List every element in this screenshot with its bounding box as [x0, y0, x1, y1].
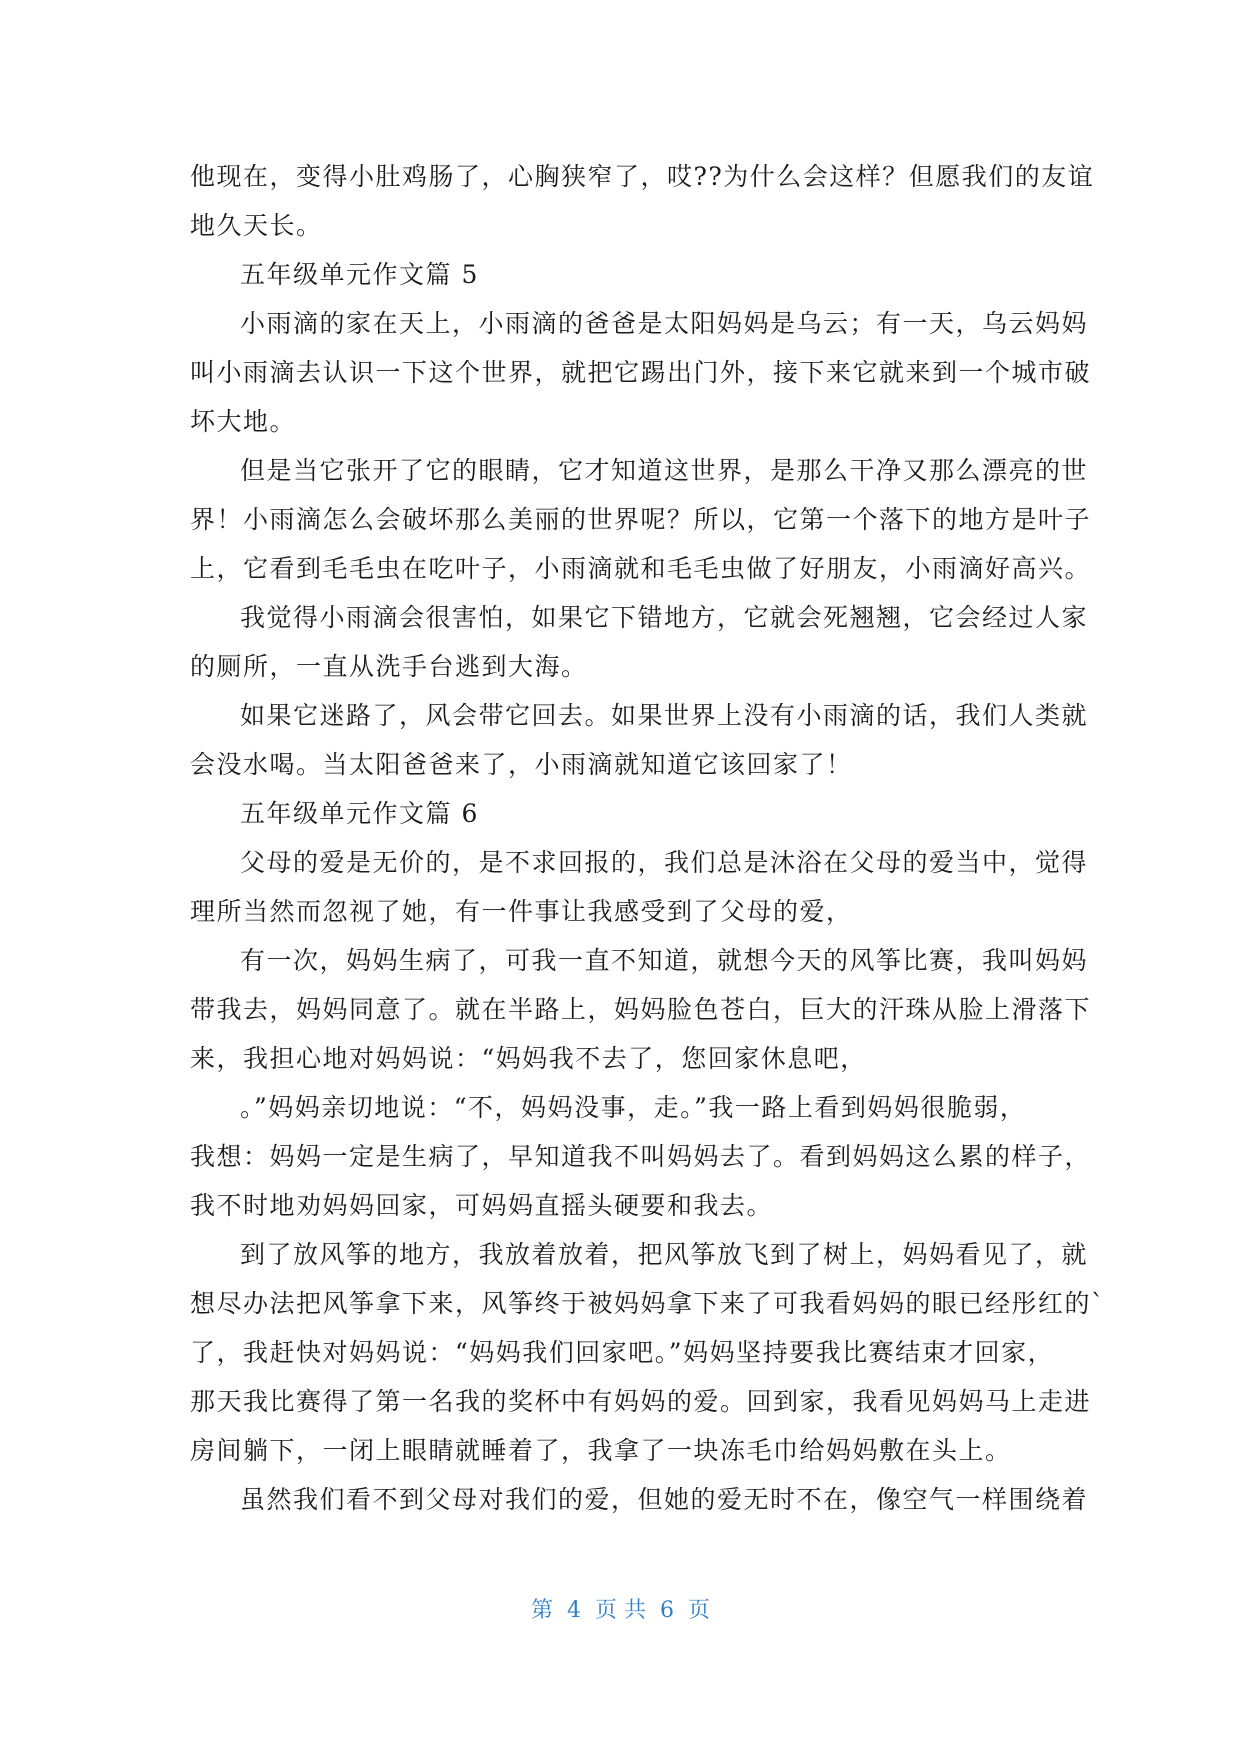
- text-line: 会没水喝。当太阳爸爸来了，小雨滴就知道它该回家了！: [190, 750, 853, 779]
- text-line: 来，我担心地对妈妈说：“妈妈我不去了，您回家休息吧，: [190, 1044, 867, 1073]
- paragraph-line: 到了放风筝的地方，我放着放着，把风筝放飞到了树上，妈妈看见了，就: [240, 1240, 1089, 1269]
- paragraph-line: 但是当它张开了它的眼睛，它才知道这世界，是那么干净又那么漂亮的世: [240, 456, 1089, 485]
- paragraph-line: 。”妈妈亲切地说：“不，妈妈没事，走。”我一路上看到妈妈很脆弱，: [240, 1093, 1027, 1122]
- section-heading-5: 五年级单元作文篇 5: [240, 260, 479, 289]
- paragraph-line: 虽然我们看不到父母对我们的爱，但她的爱无时不在，像空气一样围绕着: [240, 1485, 1089, 1514]
- text-line: 我想：妈妈一定是生病了，早知道我不叫妈妈去了。看到妈妈这么累的样子，: [190, 1142, 1092, 1171]
- text-line: 那天我比赛得了第一名我的奖杯中有妈妈的爱。回到家，我看见妈妈马上走进: [190, 1387, 1092, 1416]
- text-line: 房间躺下，一闭上眼睛就睡着了，我拿了一块冻毛巾给妈妈敷在头上。: [190, 1436, 1012, 1465]
- paragraph-line: 父母的爱是无价的，是不求回报的，我们总是沐浴在父母的爱当中，觉得: [240, 848, 1089, 877]
- text-line: 界！小雨滴怎么会破坏那么美丽的世界呢？所以，它第一个落下的地方是叶子: [190, 505, 1092, 534]
- paragraph-line: 我觉得小雨滴会很害怕，如果它下错地方，它就会死翘翘，它会经过人家: [240, 603, 1089, 632]
- paragraph-line: 如果它迷路了，风会带它回去。如果世界上没有小雨滴的话，我们人类就: [240, 701, 1089, 730]
- text-line: 了，我赶快对妈妈说：“妈妈我们回家吧。”妈妈坚持要我比赛结束才回家，: [190, 1338, 1055, 1367]
- section-heading-6: 五年级单元作文篇 6: [240, 799, 479, 828]
- page-number-footer: 第 4 页 共 6 页: [531, 1598, 710, 1623]
- text-line: 地久天长。: [190, 211, 323, 240]
- text-line: 叫小雨滴去认识一下这个世界，就把它踢出门外，接下来它就来到一个城市破: [190, 358, 1092, 387]
- text-line: 的厕所，一直从洗手台逃到大海。: [190, 652, 588, 681]
- text-line: 上，它看到毛毛虫在吃叶子，小雨滴就和毛毛虫做了好朋友，小雨滴好高兴。: [190, 554, 1092, 583]
- text-line: 带我去，妈妈同意了。就在半路上，妈妈脸色苍白，巨大的汗珠从脸上滑落下: [190, 995, 1092, 1024]
- text-line: 坏大地。: [190, 407, 297, 436]
- text-line: 他现在，变得小肚鸡肠了，心胸狭窄了，哎??为什么会这样？但愿我们的友谊: [190, 162, 1095, 191]
- text-line: 想尽办法把风筝拿下来，风筝终于被妈妈拿下来了可我看妈妈的眼已经彤红的`: [190, 1289, 1106, 1318]
- text-line: 理所当然而忽视了她，有一件事让我感受到了父母的爱，: [190, 897, 853, 926]
- text-line: 我不时地劝妈妈回家，可妈妈直摇头硬要和我去。: [190, 1191, 774, 1220]
- paragraph-line: 有一次，妈妈生病了，可我一直不知道，就想今天的风筝比赛，我叫妈妈: [240, 946, 1089, 975]
- paragraph-line: 小雨滴的家在天上，小雨滴的爸爸是太阳妈妈是乌云；有一天，乌云妈妈: [240, 309, 1089, 338]
